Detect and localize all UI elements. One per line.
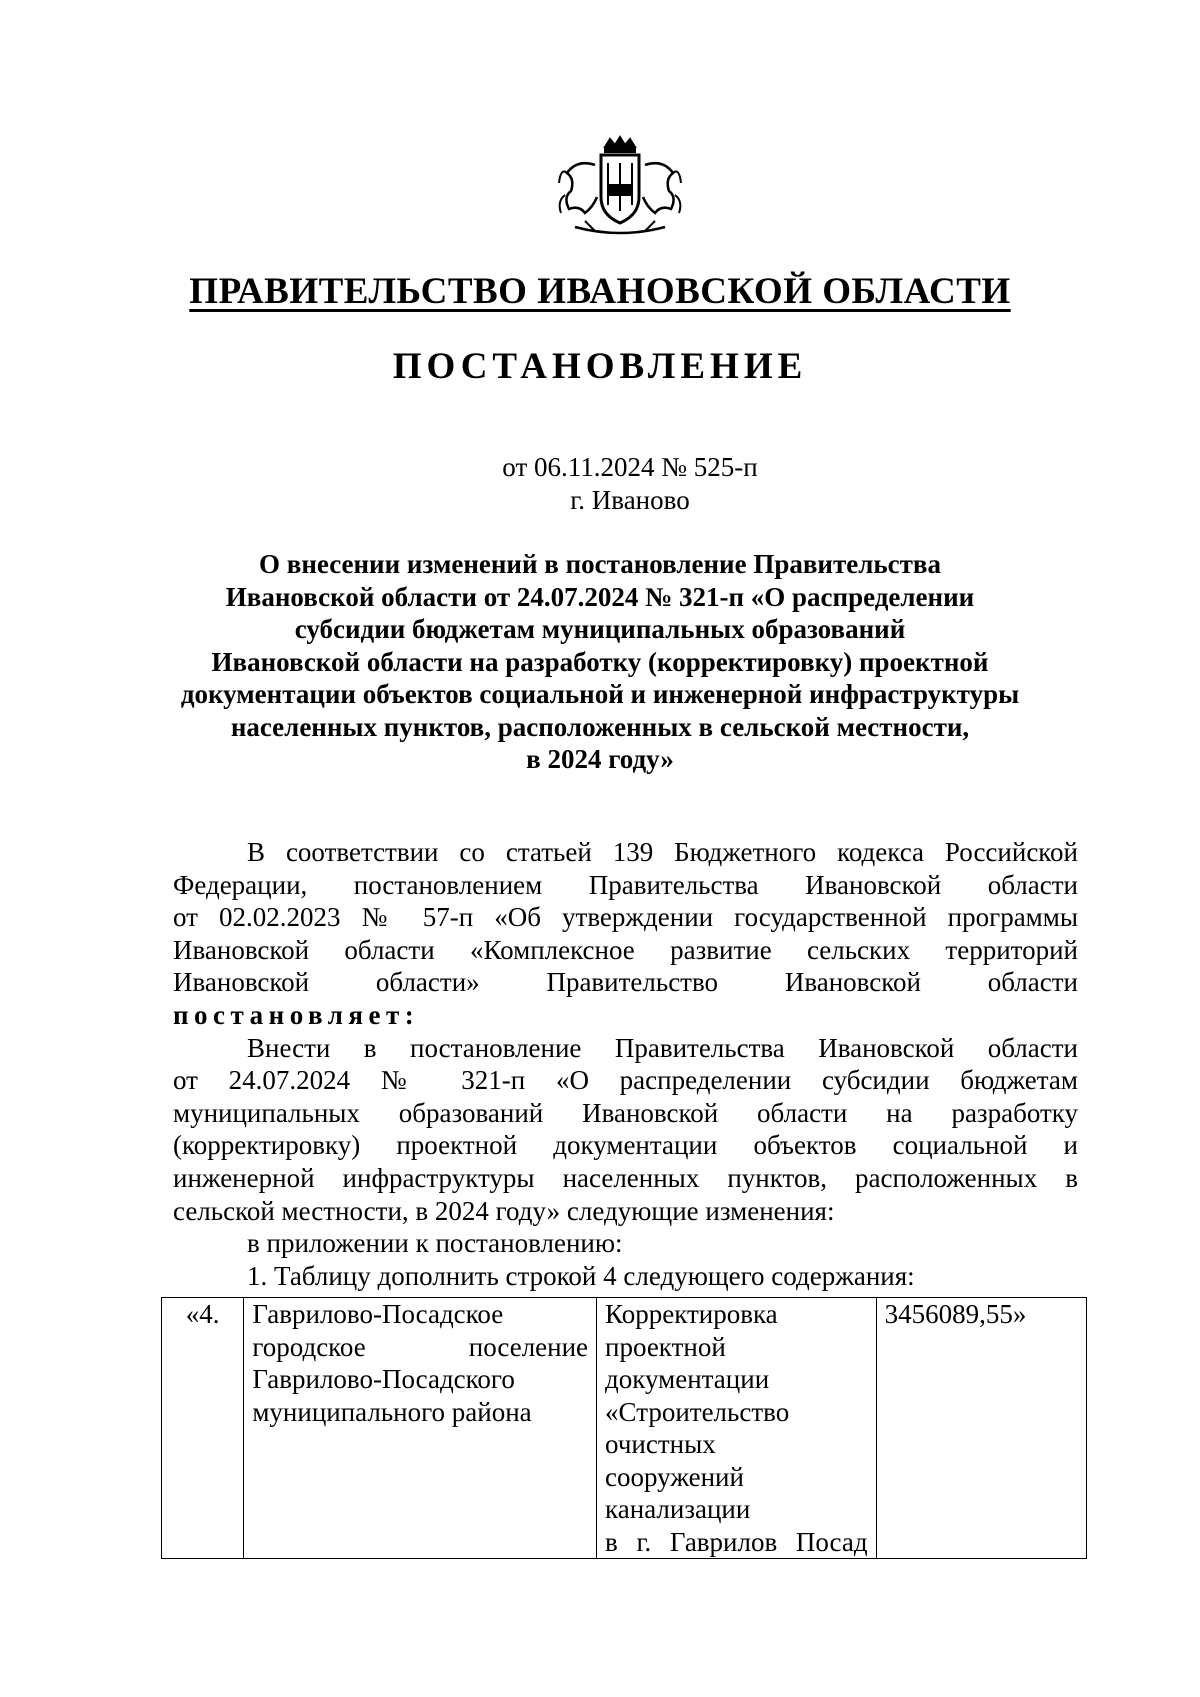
table-row bbox=[162, 1298, 1087, 1559]
government-title: ПРАВИТЕЛЬСТВО ИВАНОВСКОЙ ОБЛАСТИ bbox=[189, 271, 1011, 312]
ivanovo-region-coat-of-arms-icon bbox=[555, 135, 685, 240]
paragraph-line: 1. Таблицу дополнить строкой 4 следующего содержания: bbox=[247, 1260, 915, 1291]
document-subject bbox=[160, 548, 1040, 776]
document-city: г. Иваново bbox=[570, 485, 690, 515]
cell-line: очистных bbox=[605, 1429, 716, 1459]
subject-line: Ивановской области на разработку (корректировку) проектной bbox=[211, 646, 989, 677]
table-cell-number: «4. bbox=[162, 1298, 244, 1559]
document-body bbox=[173, 836, 1078, 1292]
cell-line: документации bbox=[605, 1364, 770, 1394]
paragraph-line: Ивановской области» Правительство Ивановской области bbox=[173, 967, 1078, 998]
table-cell-amount: 3456089,55» bbox=[876, 1298, 1086, 1559]
cell-line: городское поселение bbox=[252, 1331, 589, 1362]
cell-line: в г. Гаврилов Посад bbox=[605, 1526, 868, 1557]
subject-line: Ивановской области от 24.07.2024 № 321-п «О распределении bbox=[225, 581, 975, 612]
cell-line: муниципального района bbox=[252, 1396, 532, 1427]
paragraph-line: Федерации, постановлением Правительства Ивановской области bbox=[173, 869, 1078, 900]
paragraph-line: (корректировку) проектной документации объектов социальной и bbox=[173, 1130, 1078, 1161]
resolves-word: постановляет: bbox=[173, 999, 420, 1030]
document-type: ПОСТАНОВЛЕНИЕ bbox=[392, 346, 808, 387]
cell-line: проектной bbox=[605, 1331, 726, 1362]
cell-line: сооружений bbox=[605, 1461, 744, 1492]
cell-line: Гаврилово-Посадского bbox=[252, 1364, 515, 1394]
paragraph-line: от 02.02.2023 № 57-п «Об утверждении государственной программы bbox=[173, 902, 1078, 933]
paragraph-line: Внести в постановление Правительства Ивановской области bbox=[247, 1032, 1078, 1063]
table-cell-object bbox=[597, 1298, 877, 1559]
subject-line: О внесении изменений в постановление Правительства bbox=[259, 549, 941, 579]
subject-line: субсидии бюджетам муниципальных образований bbox=[294, 614, 906, 644]
paragraph-line: муниципальных образований Ивановской области на разработку bbox=[173, 1097, 1078, 1128]
subject-line: документации объектов социальной и инженерной инфраструктуры bbox=[180, 679, 1020, 709]
document-date-number: от 06.11.2024 № 525-п bbox=[502, 452, 758, 482]
table-cell-recipient bbox=[244, 1298, 597, 1559]
annex-table bbox=[161, 1297, 1087, 1559]
cell-line: канализации bbox=[605, 1494, 751, 1524]
cell-line: Корректировка bbox=[605, 1299, 778, 1329]
paragraph-line: инженерной инфраструктуры населенных пунктов, расположенных в bbox=[173, 1162, 1078, 1193]
paragraph-line: сельской местности, в 2024 году» следующие изменения: bbox=[173, 1195, 835, 1226]
cell-line: Гаврилово-Посадское bbox=[252, 1299, 504, 1329]
paragraph-line: В соответствии со статьей 139 Бюджетного кодекса Российской bbox=[247, 837, 1078, 867]
paragraph-line: в приложении к постановлению: bbox=[247, 1228, 623, 1259]
paragraph-line: от 24.07.2024 № 321-п «О распределении субсидии бюджетам bbox=[173, 1065, 1078, 1096]
subject-line: населенных пунктов, расположенных в сельской местности, bbox=[230, 711, 970, 742]
subject-line: в 2024 году» bbox=[526, 744, 674, 774]
cell-line: «Строительство bbox=[605, 1396, 790, 1427]
paragraph-line: Ивановской области «Комплексное развитие сельских территорий bbox=[173, 934, 1078, 965]
